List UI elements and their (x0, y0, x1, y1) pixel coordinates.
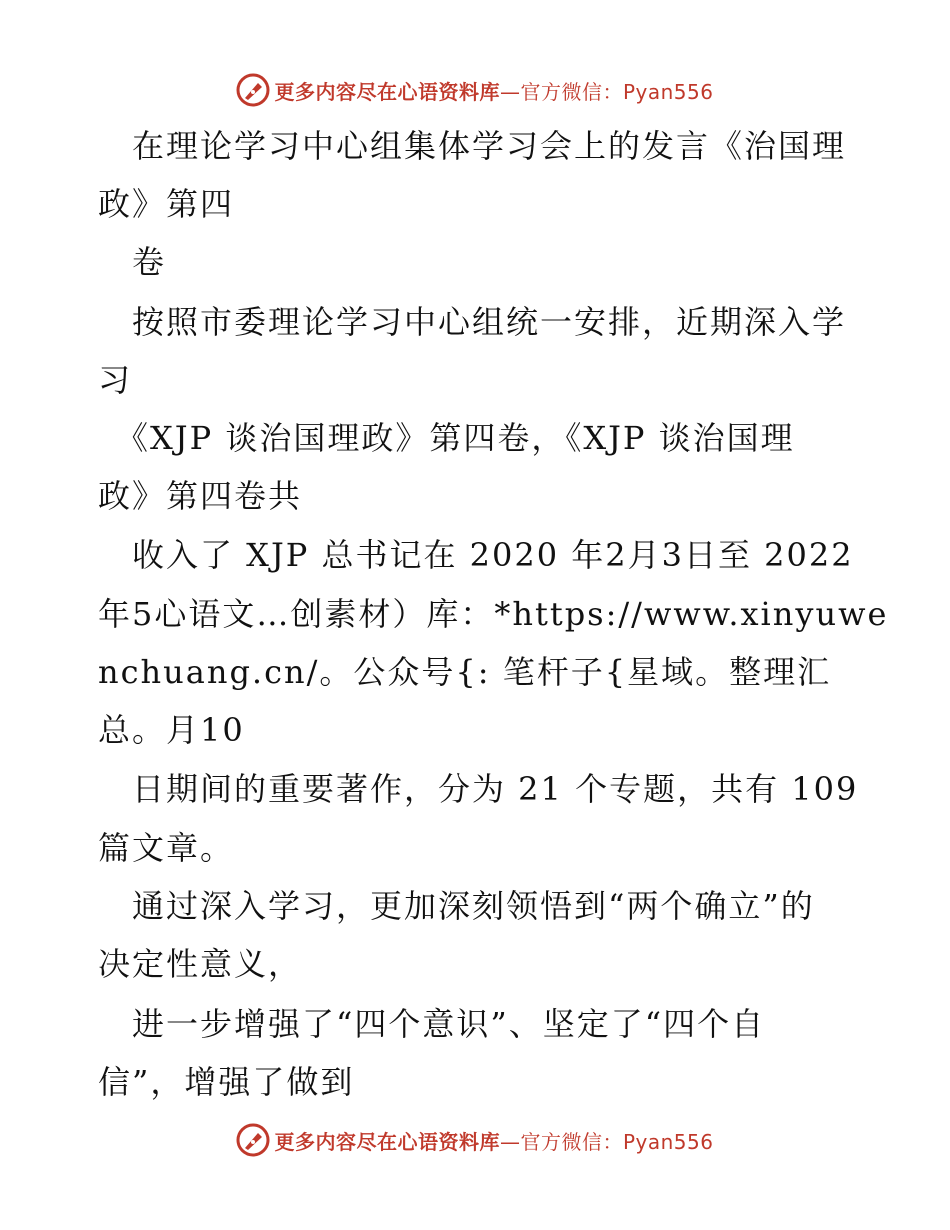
body-line-3: 卷 (98, 243, 167, 281)
body-line-13: 篇文章。 (98, 829, 235, 867)
body-line-7: 政》第四卷共 (98, 477, 303, 515)
watermark-dash: — (499, 1129, 521, 1154)
watermark-tail-text: 官方微信：Pyan556 (520, 1129, 714, 1154)
watermark-main-text: 更多内容尽在心语资料库 (274, 1129, 500, 1154)
body-line-1: 在理论学习中心组集体学习会上的发言《治国理 (98, 127, 847, 165)
body-line-14: 通过深入学习，更加深刻领悟到“两个确立”的 (98, 887, 815, 925)
header-watermark (0, 70, 950, 110)
body-line-2: 政》第四 (98, 185, 235, 223)
watermark-dash: — (499, 79, 521, 104)
pen-nib-logo-icon (236, 1123, 270, 1157)
body-line-9: 年5心语文…创素材）库：*https://www.xinyuwe (98, 595, 889, 633)
body-line-4: 按照市委理论学习中心组统一安排，近期深入学 (98, 303, 847, 341)
pen-nib-logo-icon (236, 73, 270, 107)
body-line-10: nchuang.cn/。公众号{: 笔杆子{星域。整理汇 (98, 653, 832, 691)
body-line-17: 信”，增强了做到 (98, 1063, 355, 1101)
body-line-15: 决定性意义， (98, 945, 303, 983)
watermark-main-text: 更多内容尽在心语资料库 (274, 79, 500, 104)
body-line-12: 日期间的重要著作，分为 21 个专题，共有 109 (98, 770, 859, 808)
body-line-16: 进一步增强了“四个意识”、坚定了“四个自 (98, 1005, 766, 1043)
body-line-5: 习 (98, 361, 133, 399)
body-line-8: 收入了 XJP 总书记在 2020 年2月3日至 2022 (98, 536, 854, 574)
footer-watermark (0, 1120, 950, 1160)
watermark-tail-text: 官方微信：Pyan556 (520, 79, 714, 104)
body-line-6: 《XJP 谈治国理政》第四卷，《XJP 谈治国理 (98, 419, 795, 457)
body-line-11: 总。月10 (98, 711, 245, 749)
